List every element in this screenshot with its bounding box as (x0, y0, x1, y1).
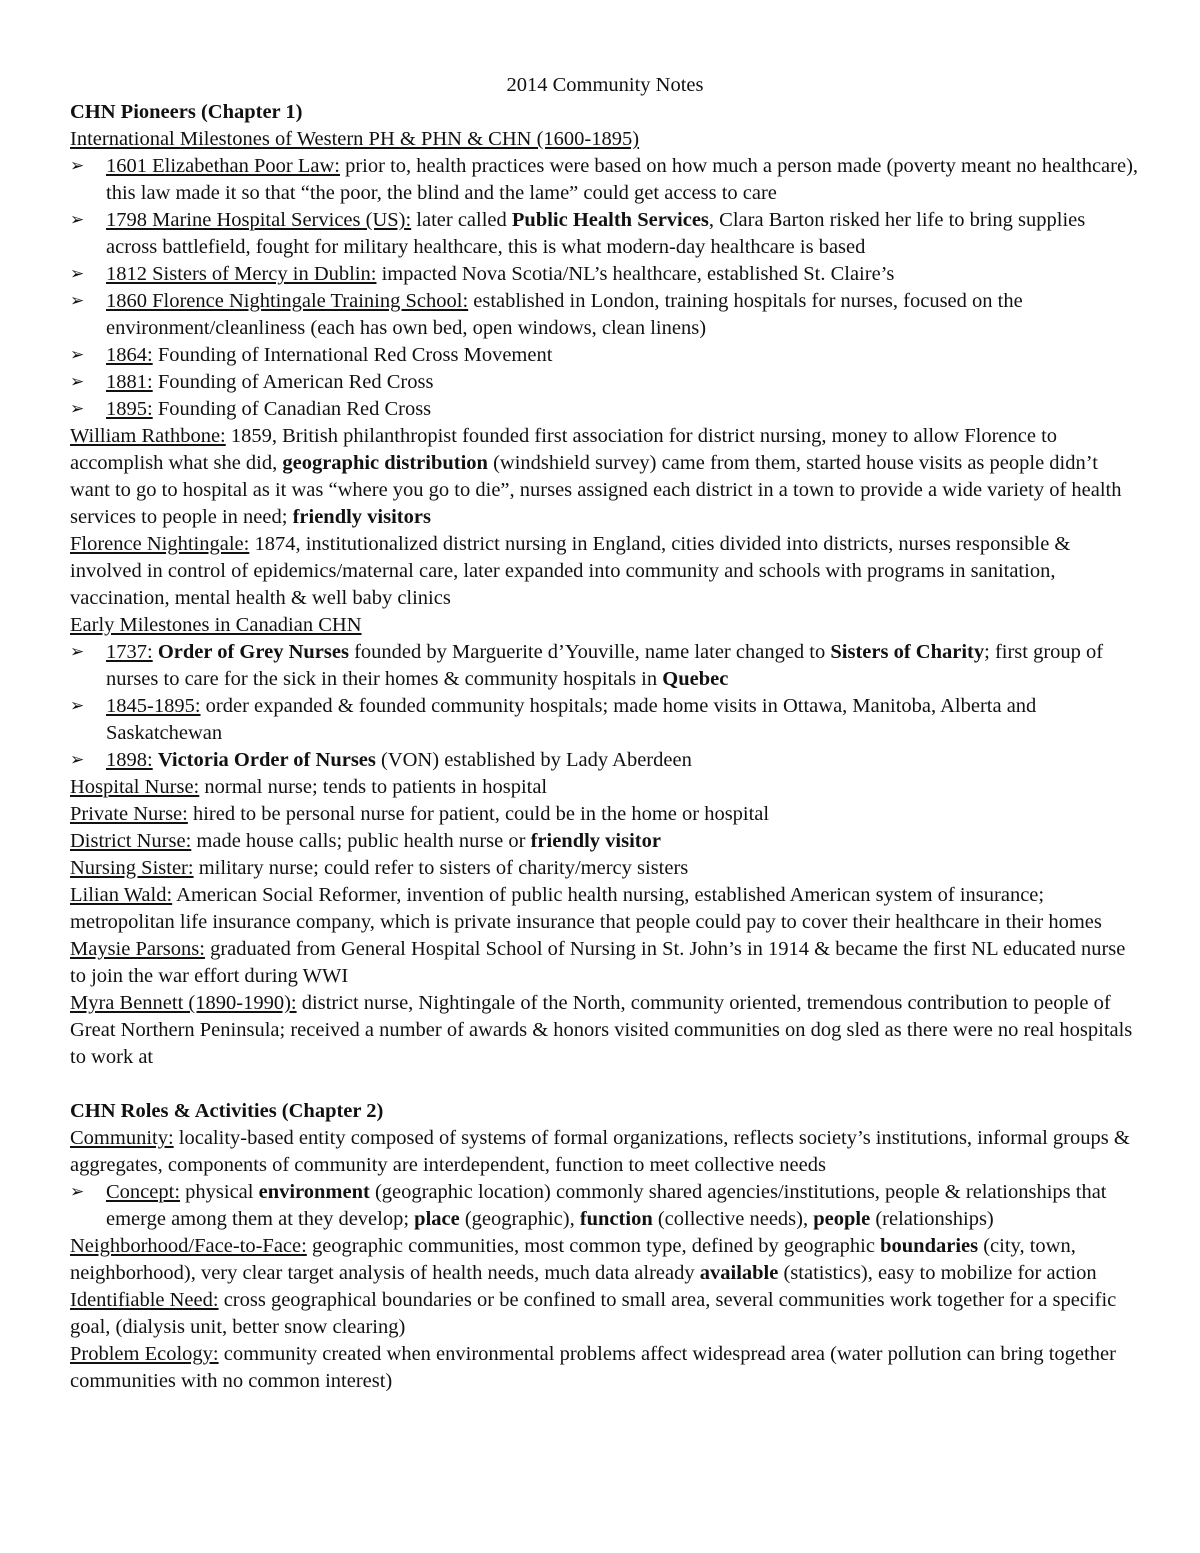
document-title: 2014 Community Notes (506, 74, 704, 96)
definition-paragraph (70, 423, 1140, 531)
definition-paragraph (70, 1287, 1140, 1341)
definition-paragraph (70, 801, 1140, 828)
text-run: geographic communities, most common type, defined by geographic (306, 1235, 881, 1257)
bold-term: boundaries (880, 1235, 979, 1257)
text-run: impacted Nova Scotia/NL’s healthcare, established St. Claire’s (376, 263, 895, 285)
list-item (70, 1179, 1140, 1233)
subsection-heading: International Milestones of Western PH & PHN & CHN (1600-1895) (70, 128, 640, 150)
term-label: Hospital Nurse: (70, 776, 200, 798)
bold-term: Sisters of Charity (830, 641, 985, 663)
list-item (70, 693, 1140, 747)
term-label: Maysie Parsons: (70, 938, 205, 960)
text-run: military nurse; could refer to sisters of charity/mercy sisters (193, 857, 689, 879)
text-run: 1859, British philanthropist founded first association for district nursing, money to allow Florence to accomplish what she did, (70, 425, 1058, 474)
arrow-bullet-icon: ➢ (70, 345, 85, 365)
arrow-bullet-icon: ➢ (70, 750, 85, 770)
text-run: (relationships) (870, 1208, 994, 1230)
arrow-bullet-list (70, 639, 1140, 774)
bold-term: friendly visitor (530, 830, 661, 852)
text-run: (geographic), (459, 1208, 580, 1230)
term-label: Community: (70, 1127, 174, 1149)
term-label: 1737: (106, 641, 153, 663)
arrow-bullet-icon: ➢ (70, 372, 85, 392)
term-label: 1845-1895: (106, 695, 201, 717)
definition-paragraph (70, 936, 1140, 990)
section-spacer (70, 1071, 1140, 1098)
arrow-bullet-list (70, 153, 1140, 423)
text-run: (geographic location) commonly shared agencies/institutions, people & relationships that emerge among them at they develop; (106, 1181, 1107, 1230)
section-heading: CHN Pioneers (Chapter 1) (70, 101, 303, 123)
text-run: made house calls; public health nurse or (191, 830, 531, 852)
list-item (70, 342, 1140, 369)
definition-paragraph (70, 882, 1140, 936)
bold-term: available (699, 1262, 779, 1284)
list-item (70, 261, 1140, 288)
list-item (70, 369, 1140, 396)
term-label: 1895: (106, 398, 153, 420)
term-label: Problem Ecology: (70, 1343, 219, 1365)
arrow-bullet-icon: ➢ (70, 210, 85, 230)
term-label: Private Nurse: (70, 803, 188, 825)
arrow-bullet-list (70, 1179, 1140, 1233)
list-item (70, 747, 1140, 774)
arrow-bullet-icon: ➢ (70, 264, 85, 284)
arrow-bullet-icon: ➢ (70, 696, 85, 716)
bold-term: function (579, 1208, 653, 1230)
text-run: Founding of International Red Cross Movement (152, 344, 553, 366)
text-run: founded by Marguerite d’Youville, name later changed to (348, 641, 831, 663)
term-label: 1812 Sisters of Mercy in Dublin: (106, 263, 377, 285)
term-label: 1860 Florence Nightingale Training School: (106, 290, 469, 312)
bold-term: Quebec (662, 668, 729, 690)
text-run: later called (411, 209, 512, 231)
text-run: hired to be personal nurse for patient, could be in the home or hospital (187, 803, 770, 825)
bold-term: people (813, 1208, 871, 1230)
arrow-bullet-icon: ➢ (70, 399, 85, 419)
document-body (70, 99, 1140, 1395)
term-label: 1601 Elizabethan Poor Law: (106, 155, 340, 177)
text-run: American Social Reformer, invention of public health nursing, established American system of insurance; metropolitan life insurance company, which is private insurance that people could pay to cover their healthcare in their homes (70, 884, 1102, 933)
text-run: (collective needs), (652, 1208, 814, 1230)
text-run: locality-based entity composed of systems of formal organizations, reflects society’s institutions, informal groups & aggregates, components of community are interdependent, function to meet collective needs (70, 1127, 1130, 1176)
bold-term: geographic distribution (282, 452, 488, 474)
term-label: William Rathbone: (70, 425, 226, 447)
text-run: (statistics), easy to mobilize for action (778, 1262, 1097, 1284)
list-item (70, 207, 1140, 261)
definition-paragraph (70, 1341, 1140, 1395)
list-item (70, 396, 1140, 423)
term-label: District Nurse: (70, 830, 192, 852)
text-run: (windshield survey) came from them, started house visits as people didn’t want to go to hospital as it was “where you go to die”, nurses assigned each district in a town to provide a wide variety of health services to people in need; (70, 452, 1122, 528)
text-run: (city, town, neighborhood), very clear target analysis of health needs, much data already (70, 1235, 1076, 1284)
term-label: Lilian Wald: (70, 884, 173, 906)
arrow-bullet-icon: ➢ (70, 291, 85, 311)
bold-term: environment (258, 1181, 370, 1203)
term-label: Neighborhood/Face-to-Face: (70, 1235, 307, 1257)
term-label: Myra Bennett (1890-1990): (70, 992, 297, 1014)
term-label: 1798 Marine Hospital Services (US): (106, 209, 412, 231)
definition-paragraph (70, 1125, 1140, 1179)
definition-paragraph (70, 828, 1140, 855)
bold-term: place (414, 1208, 460, 1230)
definition-paragraph (70, 990, 1140, 1071)
term-label: Florence Nightingale: (70, 533, 250, 555)
text-run: , Clara Barton risked her life to bring supplies across battlefield, fought for military healthcare, this is what modern-day healthcare is based (106, 209, 1086, 258)
text-run: order expanded & founded community hospitals; made home visits in Ottawa, Manitoba, Alberta and Saskatchewan (106, 695, 1037, 744)
text-run: physical (180, 1181, 259, 1203)
list-item (70, 288, 1140, 342)
arrow-bullet-icon: ➢ (70, 642, 85, 662)
list-item (70, 639, 1140, 693)
text-run: ; first group of nurses to care for the sick in their homes & community hospitals in (106, 641, 1104, 690)
arrow-bullet-icon: ➢ (70, 156, 85, 176)
definition-paragraph (70, 855, 1140, 882)
definition-paragraph (70, 531, 1140, 612)
section-heading: CHN Roles & Activities (Chapter 2) (70, 1100, 384, 1122)
text-run: district nurse, Nightingale of the North, community oriented, tremendous contribution to people of Great Northern Peninsula; received a number of awards & honors visited communities on dog sled as there were no real hospitals to work at (70, 992, 1133, 1068)
text-run: cross geographical boundaries or be confined to small area, several communities work together for a specific goal, (dialysis unit, better snow clearing) (70, 1289, 1117, 1338)
definition-paragraph (70, 774, 1140, 801)
bold-term: Victoria Order of Nurses (157, 749, 376, 771)
text-run: established in London, training hospitals for nurses, focused on the environment/cleanliness (each has own bed, open windows, clean linens) (106, 290, 1023, 339)
arrow-bullet-icon: ➢ (70, 1182, 85, 1202)
list-item (70, 153, 1140, 207)
bold-term: friendly visitors (292, 506, 431, 528)
term-label: Nursing Sister: (70, 857, 194, 879)
text-run: 1874, institutionalized district nursing in England, cities divided into districts, nurses responsible & involved in control of epidemics/maternal care, later expanded into community and schools with programs in sanitation, vaccination, mental health & well baby clinics (70, 533, 1071, 609)
term-label: Identifiable Need: (70, 1289, 219, 1311)
bold-term: Order of Grey Nurses (157, 641, 349, 663)
text-run: normal nurse; tends to patients in hospital (199, 776, 548, 798)
text-run: graduated from General Hospital School of Nursing in St. John’s in 1914 & became the first NL educated nurse to join the war effort during WWI (70, 938, 1126, 987)
subsection-heading: Early Milestones in Canadian CHN (70, 614, 362, 636)
term-label: Concept: (106, 1181, 181, 1203)
definition-paragraph (70, 1233, 1140, 1287)
text-run: (VON) established by Lady Aberdeen (375, 749, 692, 771)
term-label: 1864: (106, 344, 153, 366)
text-run: community created when environmental problems affect widespread area (water pollution can bring together communities with no common interest) (70, 1343, 1116, 1392)
document-page (70, 72, 1140, 1395)
text-run: Founding of American Red Cross (152, 371, 434, 393)
term-label: 1881: (106, 371, 153, 393)
bold-term: Public Health Services (511, 209, 709, 231)
text-run: Founding of Canadian Red Cross (152, 398, 432, 420)
text-run: prior to, health practices were based on how much a person made (poverty meant no healthcare), this law made it so that “the poor, the blind and the lame” could get access to care (106, 155, 1139, 204)
term-label: 1898: (106, 749, 153, 771)
